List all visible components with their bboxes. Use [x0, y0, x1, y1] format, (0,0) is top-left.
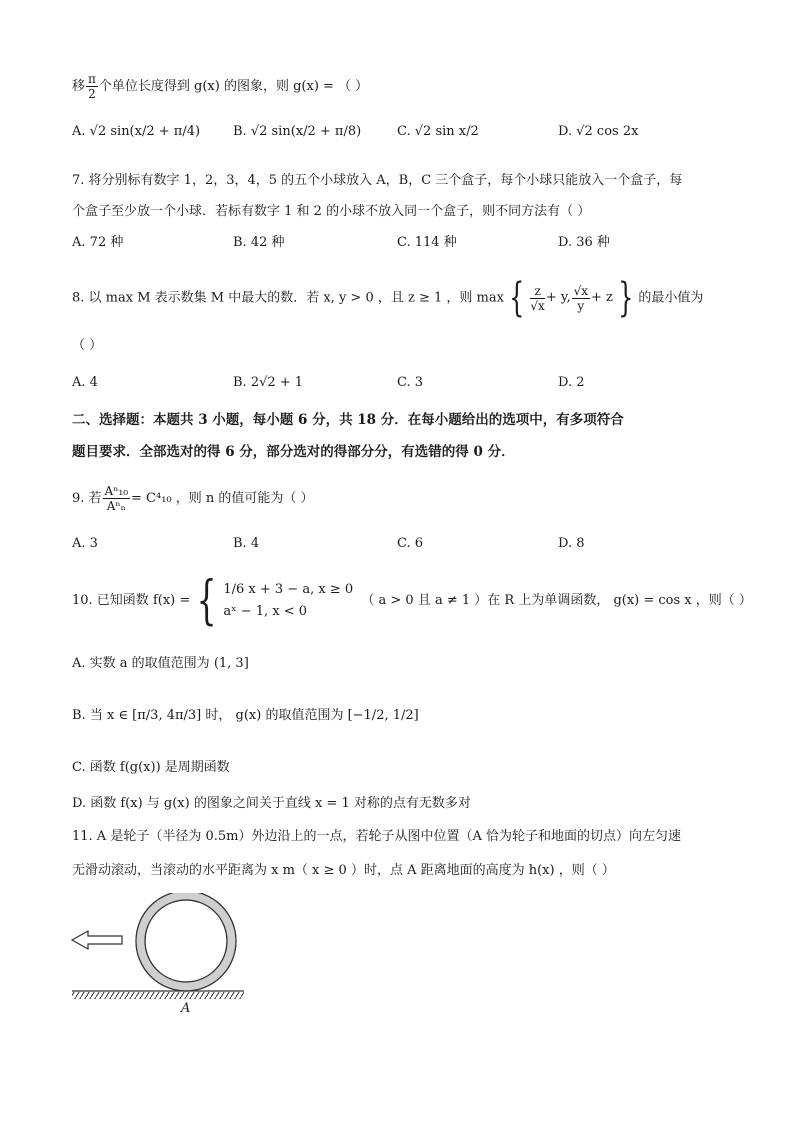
q7-stem-line1: 7. 将分别标有数字 1，2，3，4，5 的五个小球放入 A，B，C 三个盒子，每个小球只能放入一个盒子，每	[72, 173, 683, 188]
q6-option-b[interactable]: B. √2 sin(x/2 + π/8)	[233, 124, 362, 139]
q9-option-c[interactable]: C. 6	[397, 536, 424, 551]
q10-option-a[interactable]: A. 实数 a 的取值范围为 (1, 3]	[72, 656, 249, 671]
section2-heading-line1: 二、选择题：本题共 3 小题，每小题 6 分，共 18 分．在每小题给出的选项中，有多项符合	[72, 412, 624, 428]
q9-option-a[interactable]: A. 3	[72, 536, 98, 551]
q9-stem: 9. 若 $\frac{\text{Aⁿ₁₀}}{\text{Aⁿₙ}}$ = C⁴₁₀ ，则 n 的值可能为（ ）	[72, 484, 314, 513]
q10-option-b[interactable]: B. 当 x ∈ [π/3, 4π/3] 时， g(x) 的取值范围为 [−1/2, 1/2]	[72, 708, 419, 723]
q9-fraction: $\frac{\text{Aⁿ₁₀}}{\text{Aⁿₙ}}$	[104, 484, 129, 513]
q8-stem-suffix: 的最小值为	[638, 290, 704, 306]
q11-stem-line2: 无滑动滚动，当滚动的水平距离为 x m（ x ≥ 0 ）时，点 A 距离地面的高度为 h(x) ，则（ ）	[72, 863, 615, 878]
q6-option-a[interactable]: A. √2 sin(x/2 + π/4)	[72, 124, 201, 139]
q11-stem-line1: 11. A 是轮子（半径为 0.5m）外边沿上的一点，若轮子从图中位置（A 恰为轮子和地面的切点）向左匀速	[72, 829, 681, 844]
q6-option-d[interactable]: D. √2 cos 2x	[558, 124, 639, 139]
q9-option-b[interactable]: B. 4	[233, 536, 260, 551]
q8-option-d[interactable]: D. 2	[558, 375, 585, 390]
q10-option-c[interactable]: C. 函数 f(g(x)) 是周期函数	[72, 760, 230, 775]
q8-option-c[interactable]: C. 3	[397, 375, 424, 390]
q6-shift-den: 2	[88, 87, 96, 101]
q8-paren: （ ）	[72, 338, 103, 353]
q8-fraction-1: $\frac{z}{√x}$	[530, 283, 545, 313]
left-arrow-icon	[72, 931, 122, 949]
q6-shift-fraction	[86, 72, 98, 101]
q6-option-c[interactable]: C. √2 sin x/2	[397, 124, 479, 139]
q7-option-a[interactable]: A. 72 种	[72, 235, 124, 250]
point-a-label: A	[181, 1001, 191, 1016]
section2-heading-line2: 题目要求．全部选对的得 6 分，部分选对的得部分分，有选错的得 0 分．	[72, 444, 515, 460]
q8-stem-prefix: 8. 以 max M 表示数集 M 中最大的数．若 x, y > 0 ，且 z ≥ 1 ，则 max	[72, 290, 504, 306]
q10-option-d[interactable]: D. 函数 f(x) 与 g(x) 的图象之间关于直线 x = 1 对称的点有无数多对	[72, 796, 471, 811]
q8-stem: 8. 以 max M 表示数集 M 中最大的数．若 x, y > 0 ，且 z ≥ 1 ，则 max { $\frac{z}{√x}$ + y, $\frac{√x}{y}$ + z } 的最小值为	[72, 275, 704, 321]
q11-wheel-figure	[66, 893, 256, 1023]
q9-option-d[interactable]: D. 8	[558, 536, 585, 551]
q8-option-a[interactable]: A. 4	[72, 375, 98, 390]
q6-stem	[72, 72, 368, 101]
q8-option-b[interactable]: B. 2√2 + 1	[233, 375, 304, 390]
q6-shift-num: π	[88, 72, 96, 86]
wheel-rim-fill	[141, 896, 232, 987]
ground-hatch	[72, 992, 244, 999]
q7-stem-line2: 个盒子至少放一个小球．若标有数字 1 和 2 的小球不放入同一个盒子，则不同方法有（ ）	[72, 204, 591, 219]
q10-stem: 10. 已知函数 f(x) = { 1/6 x + 3 − a, x ≥ 0 aˣ − 1, x < 0 （ a > 0 且 a ≠ 1 ）在 R 上为单调函数， g(x) = cos x ，则（ ）	[72, 570, 752, 631]
q6-stem-suffix: 个单位长度得到 g(x) 的图象，则 g(x) = （ ）	[98, 79, 369, 94]
q7-option-b[interactable]: B. 42 种	[233, 235, 285, 250]
q7-option-d[interactable]: D. 36 种	[558, 235, 610, 250]
q8-fraction-2: $\frac{√x}{y}$	[573, 283, 589, 313]
q10-piecewise: 1/6 x + 3 − a, x ≥ 0 aˣ − 1, x < 0	[223, 581, 354, 619]
q6-stem-prefix: 移	[72, 79, 86, 94]
q7-option-c[interactable]: C. 114 种	[397, 235, 457, 250]
